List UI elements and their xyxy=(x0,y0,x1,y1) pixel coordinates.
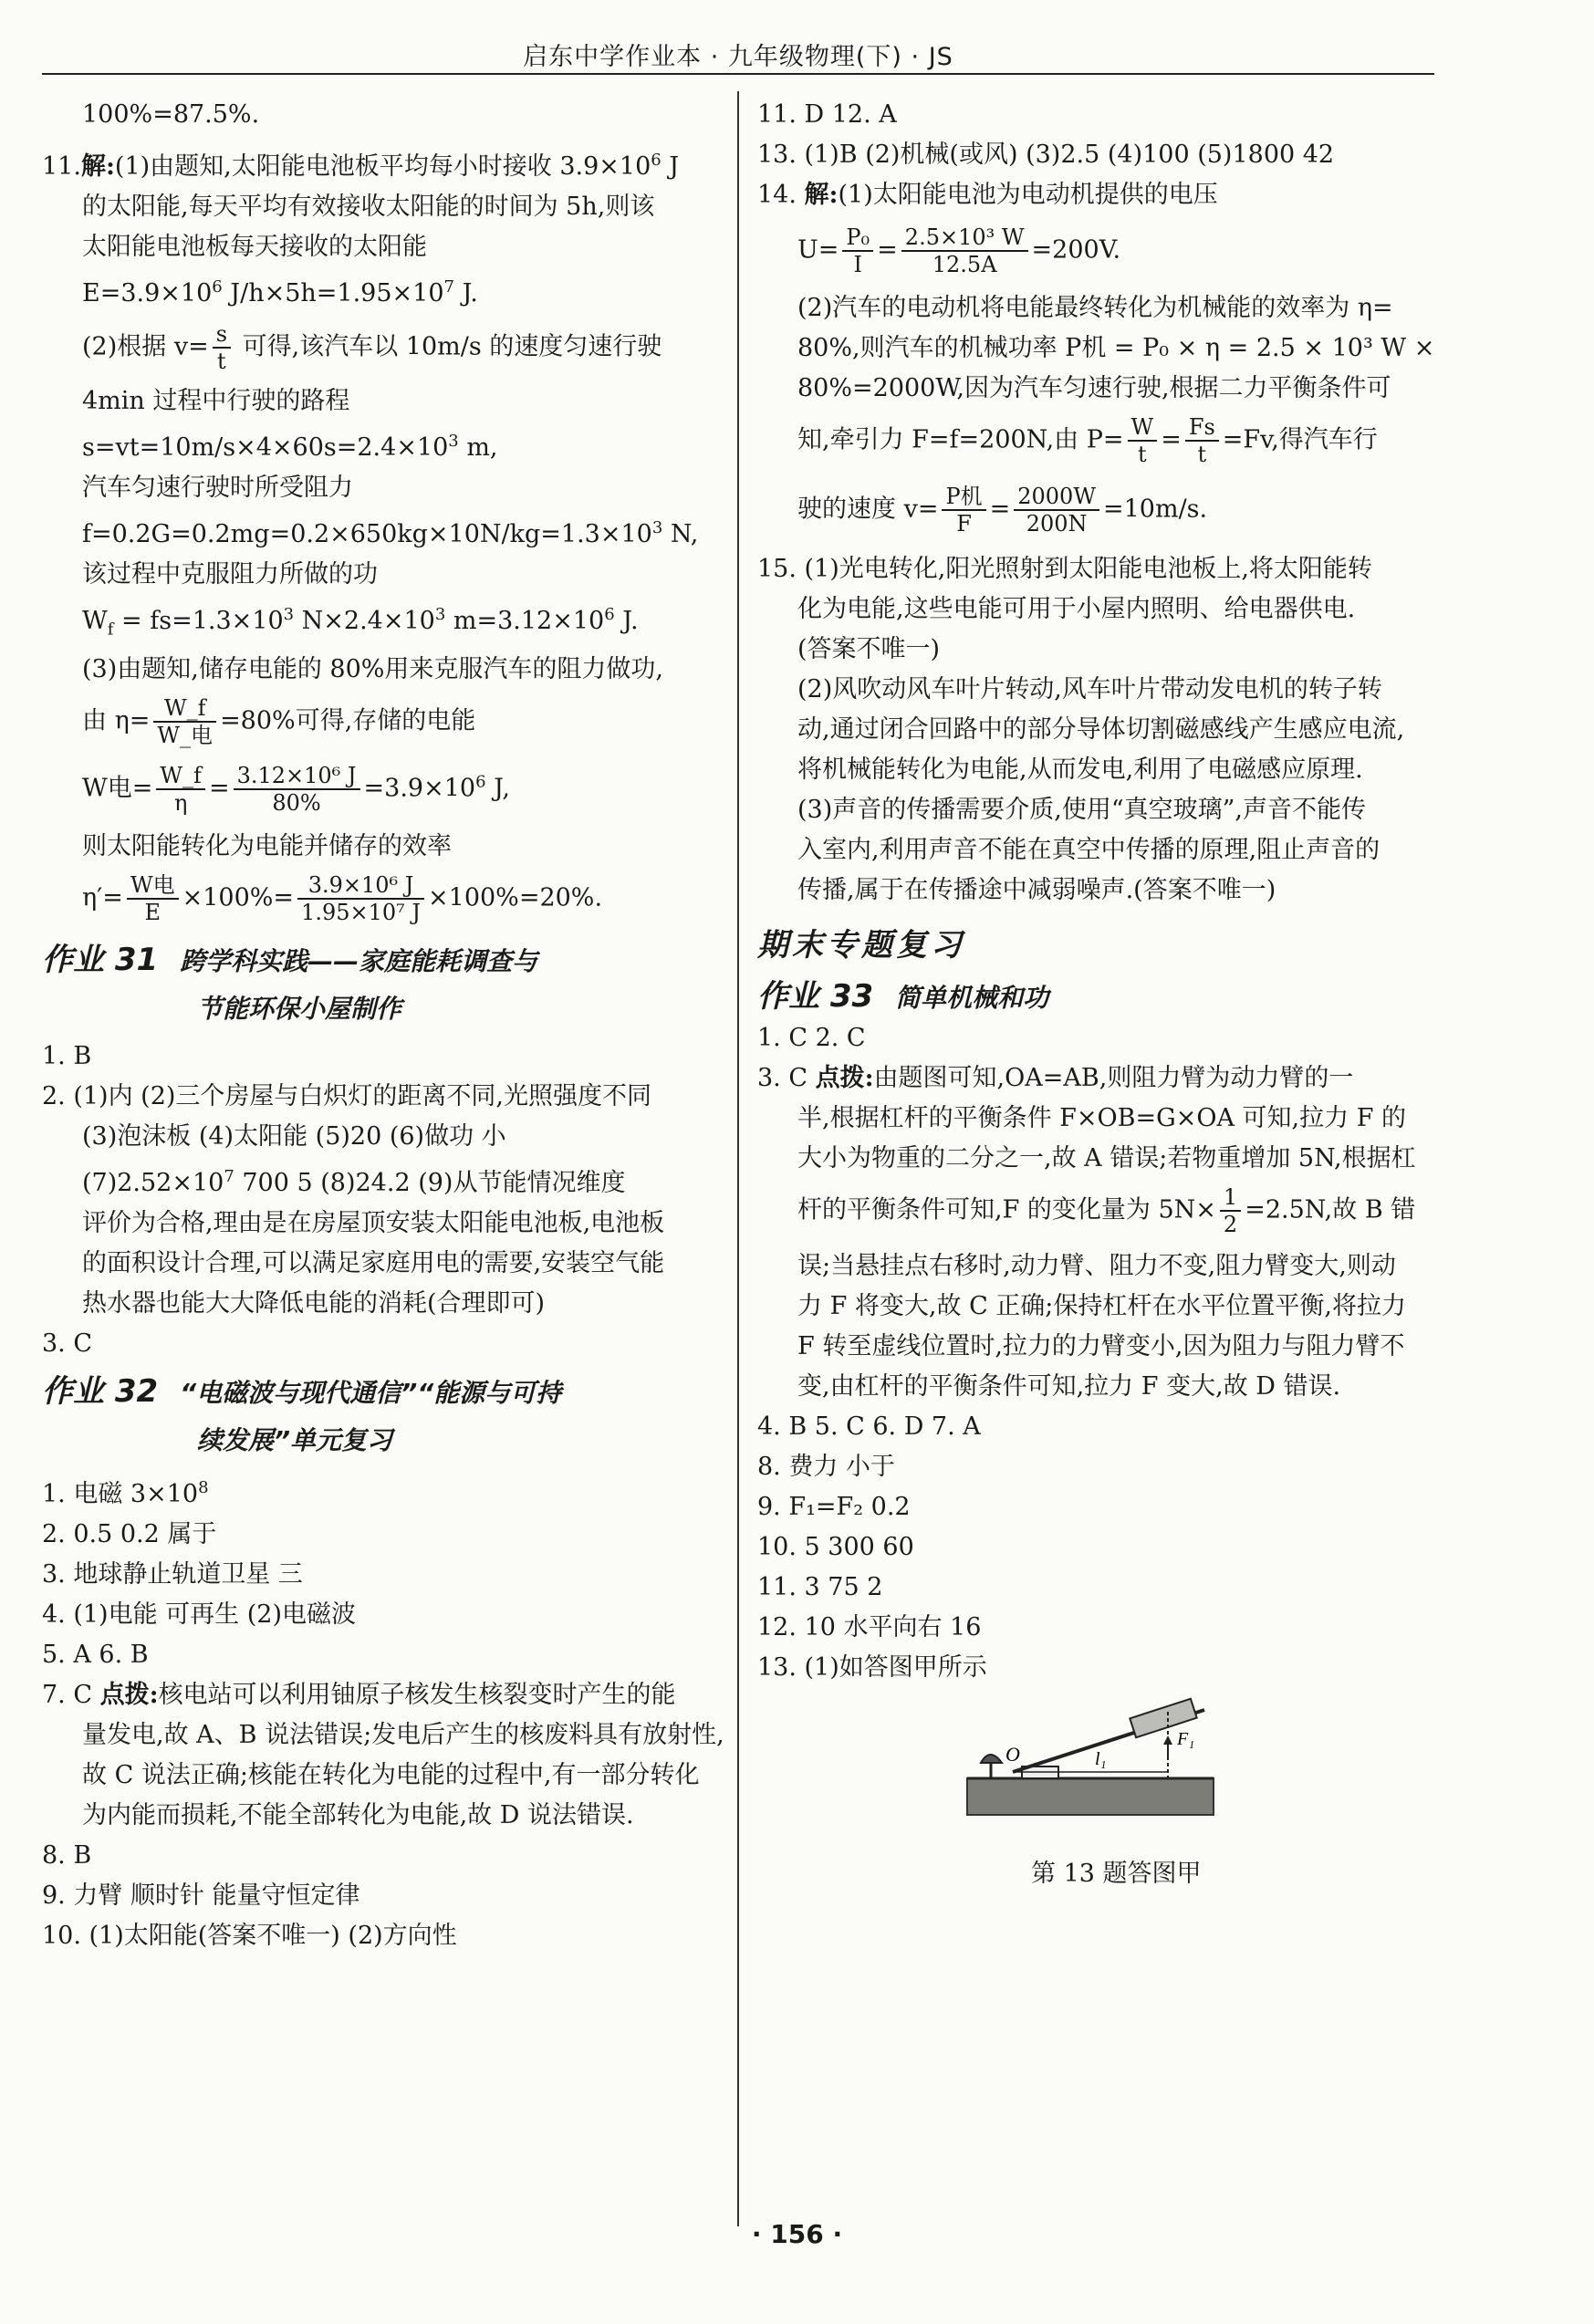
answer-line: 13. (1)B (2)机械(或风) (3)2.5 (4)100 (5)1800 42 xyxy=(757,141,1335,169)
answer-line: 变,由杠杆的平衡条件可知,拉力 F 变大,故 D 错误. xyxy=(797,1372,1341,1401)
left-column xyxy=(42,91,724,1951)
answer-line: 10. (1)太阳能(答案不唯一) (2)方向性 xyxy=(42,1922,457,1951)
column-divider xyxy=(737,91,739,2226)
page-header: 启东中学作业本 · 九年级物理(下) · JS xyxy=(523,43,953,71)
formula-line: $f=0.2G=0.2mg=0.2\times 650kg\times 10N/kg=1.3\times 10^3$ N, xyxy=(82,518,699,548)
formula-line: $W_f = fs=1.3\times 10^3$ $N\times 2.4\times 10^3$ $m=3.12\times 10^6$ J. xyxy=(82,605,639,640)
answer-line: 大小为物重的二分之一,故 A 错误;若物重增加 5N,根据杠 xyxy=(797,1144,1416,1172)
answer-line: 5. A 6. B xyxy=(42,1641,149,1670)
answer-line: 13. (1)如答图甲所示 xyxy=(757,1653,987,1682)
answer-line: 将机械能转化为电能,从而发电,利用了电磁感应原理. xyxy=(797,756,1363,784)
answer-line: 入室内,利用声音不能在真空中传播的原理,阻止声音的 xyxy=(797,836,1380,864)
answer-line: 15. (1)光电转化,阳光照射到太阳能电池板上,将太阳能转 xyxy=(757,555,1372,583)
answer-line: 4. B 5. C 6. D 7. A xyxy=(757,1412,981,1441)
formula-line: 杆的平衡条件可知,F 的变化量为 5N× $\frac{1}{2}$ =2.5N,故 B 错 xyxy=(797,1184,1416,1237)
answer-line: 2. (1)内 (2)三个房屋与白炽灯的距离不同,光照强度不同 xyxy=(42,1082,651,1111)
section-heading-33: 作业 33 简单机械和功 xyxy=(757,978,1049,1015)
fraction: $\frac{W\_f}{\eta}$ xyxy=(156,763,205,816)
formula-line: (2)根据 v= $\frac{s}{t}$ 可得,该汽车以 10m/s 的速度匀速行驶 xyxy=(82,321,662,374)
answer-line: 11. D 12. A xyxy=(757,100,897,129)
answer-line: 9. 力臂 顺时针 能量守恒定律 xyxy=(42,1881,360,1911)
text-line: 80%=2000W,因为汽车匀速行驶,根据二力平衡条件可 xyxy=(797,374,1391,402)
section-heading-31: 作业 31 跨学科实践——家庭能耗调查与 xyxy=(42,942,538,979)
answer-line: 8. B xyxy=(42,1841,92,1871)
formula-line: 驶的速度 v= $\frac{\text{P机}}{F}$ = $\frac{2000W}{200N}$ =10m/s. xyxy=(797,484,1208,537)
pivot-knob xyxy=(981,1755,1002,1763)
label-f1: F₁ xyxy=(1177,1729,1195,1749)
formula-line: U= $\frac{\text{P₀}}{I}$ = $\frac{\text{2.5×10³ W}}{12.5A}$ =200V. xyxy=(797,224,1121,277)
fraction: $\frac{\text{W电}}{E}$ xyxy=(127,872,179,925)
fraction: $\frac{2000W}{200N}$ xyxy=(1014,484,1099,537)
fraction: $\frac{Fs}{t}$ xyxy=(1185,414,1219,467)
formula-line: W电= $\frac{W\_f}{\eta}$ = $\frac{\text{3.12×10⁶ J}}{80\%}$ $=3.9\times 10^6$ J, xyxy=(82,763,510,817)
label-o: O xyxy=(1005,1743,1020,1766)
answer-line: 化为电能,这些电能可用于小屋内照明、给电器供电. xyxy=(797,595,1356,623)
lever-figure xyxy=(757,1692,1433,1856)
answer-line: 2. 0.5 0.2 属于 xyxy=(42,1520,217,1549)
section-heading-31-cont: 节能环保小屋制作 xyxy=(197,994,402,1025)
fraction: $\frac{\text{2.5×10³ W}}{12.5A}$ xyxy=(901,224,1028,277)
formula-line: 由 η= $\frac{W\_f}{\text{W\_电}}$ =80%可得,存储的电能 xyxy=(82,695,476,749)
figure-caption: 第 13 题答图甲 xyxy=(1031,1860,1202,1888)
text-line: 太阳能电池板每天接收的太阳能 xyxy=(82,233,427,261)
answer-line: 1. C 2. C xyxy=(757,1024,866,1052)
answer-line: 10. 5 300 60 xyxy=(757,1533,914,1561)
answer-line: 量发电,故 A、B 说法错误;发电后产生的核废料具有放射性, xyxy=(82,1721,724,1750)
answer-line: 热水器也能大大降低电能的消耗(合理即可) xyxy=(82,1289,546,1318)
text-line: 80%,则汽车的机械功率 P机 = P₀ × η = 2.5 × 10³ W × xyxy=(797,334,1435,362)
formula-line: η′= $\frac{\text{W电}}{E}$ ×100%= $\frac{\text{3.9×10⁶ J}}{\text{1.95×10⁷ J}}$ ×100%=20%. xyxy=(82,872,603,926)
answer-line: (3)泡沫板 (4)太阳能 (5)20 (6)做功 小 xyxy=(82,1122,506,1152)
answer-line: 3. 地球静止轨道卫星 三 xyxy=(42,1560,303,1589)
header-rule xyxy=(42,73,1434,75)
answer-line: 8. 费力 小于 xyxy=(757,1453,895,1481)
answer-line: 力 F 将变大,故 C 正确;保持杠杆在水平位置平衡,将拉力 xyxy=(797,1292,1406,1320)
answer-line: 9. F₁=F₂ 0.2 xyxy=(757,1493,911,1521)
text-line: 的太阳能,每天平均有效接收太阳能的时间为 5h,则该 xyxy=(82,193,655,221)
chapter-title: 期末专题复习 xyxy=(757,927,965,964)
answer-line: F 转至虚线位置时,拉力的力臂变小,因为阻力与阻力臂不 xyxy=(797,1332,1405,1360)
fraction: $\frac{s}{t}$ xyxy=(213,321,231,374)
fraction: $\frac{\text{3.12×10⁶ J}}{80\%}$ xyxy=(234,763,360,816)
answer-line: 12. 10 水平向右 16 xyxy=(757,1613,982,1641)
arrow-head-icon xyxy=(1163,1735,1172,1745)
text-line: (3)由题知,储存电能的 80%用来克服汽车的阻力做功, xyxy=(82,655,664,684)
fraction: $\frac{W\_f}{\text{W\_电}}$ xyxy=(153,695,216,748)
fraction: $\frac{\text{P₀}}{I}$ xyxy=(842,224,873,277)
formula-line: 知,牵引力 F=f=200N,由 P= $\frac{W}{t}$ = $\frac{Fs}{t}$ =Fv,得汽车行 xyxy=(797,414,1378,467)
text-line: (2)汽车的电动机将电能最终转化为机械能的效率为 η= xyxy=(797,294,1393,322)
question-11: 11.解:(1)由题知,太阳能电池板平均每小时接收 $3.9\times 10^6$ J xyxy=(42,151,680,181)
formula-line: $s=vt=10m/s\times 4\times 60s=2.4\times 10^3$ m, xyxy=(82,432,498,462)
answer-line: 传播,属于在传播途中减弱噪声.(答案不唯一) xyxy=(797,876,1276,904)
lever-diagram xyxy=(958,1692,1232,1829)
base-block xyxy=(967,1778,1214,1815)
answer-line: 故 C 说法正确;核能在转化为电能的过程中,有一部分转化 xyxy=(82,1761,700,1790)
section-heading-32: 作业 32 “电磁波与现代通信”“能源与可持 xyxy=(42,1373,562,1411)
answer-line: 1. 电磁 $3\times 10^8$ xyxy=(42,1478,209,1509)
answer-line: (2)风吹动风车叶片转动,风车叶片带动发电机的转子转 xyxy=(797,675,1382,703)
fraction: $\frac{\text{P机}}{F}$ xyxy=(942,484,985,537)
answer-line: 动,通过闭合回路中的部分导体切割磁感线产生感应电流, xyxy=(797,715,1405,744)
answer-line: 评价为合格,理由是在房屋顶安装太阳能电池板,电池板 xyxy=(82,1209,665,1238)
text-line: 100%=87.5%. xyxy=(82,100,260,129)
label-l1: l₁ xyxy=(1095,1749,1107,1769)
answer-line: (答案不唯一) xyxy=(797,635,941,663)
fraction: $\frac{1}{2}$ xyxy=(1220,1184,1241,1237)
text-line: 汽车匀速行驶时所受阻力 xyxy=(82,474,353,502)
formula-line: $E=3.9\times 10^6$ $J/h\times 5h=1.95\times 10^7$ J. xyxy=(82,277,478,307)
answer-line: 7. C 点拨:核电站可以利用铀原子核发生核裂变时产生的能 xyxy=(42,1681,676,1710)
answer-line: (3)声音的传播需要介质,使用“真空玻璃”,声音不能传 xyxy=(797,796,1367,824)
question-14: 14. 解:(1)太阳能电池为电动机提供的电压 xyxy=(757,181,1218,209)
answer-line: 的面积设计合理,可以满足家庭用电的需要,安装空气能 xyxy=(82,1249,665,1278)
answer-line: 半,根据杠杆的平衡条件 F×OB=G×OA 可知,拉力 F 的 xyxy=(797,1104,1407,1132)
text-line: 则太阳能转化为电能并储存的效率 xyxy=(82,832,452,861)
fraction: $\frac{W}{t}$ xyxy=(1128,414,1158,467)
answer-line: 4. (1)电能 可再生 (2)电磁波 xyxy=(42,1600,356,1630)
answer-line: 3. C 点拨:由题图可知,OA=AB,则阻力臂为动力臂的一 xyxy=(757,1064,1354,1092)
answer-line: 1. B xyxy=(42,1042,92,1071)
page-number: · 156 · xyxy=(751,2219,843,2249)
section-heading-32-cont: 续发展”单元复习 xyxy=(197,1425,393,1456)
answer-line: 3. C xyxy=(42,1329,93,1359)
answer-line: 误;当悬挂点右移时,动力臂、阻力不变,阻力臂变大,则动 xyxy=(797,1252,1396,1280)
fraction: $\frac{\text{3.9×10⁶ J}}{\text{1.95×10⁷ J}}$ xyxy=(297,872,424,925)
answer-line: $(7)2.52\times 10^7$ 700 5 (8)24.2 (9)从节能情况维度 xyxy=(82,1167,626,1198)
answer-line: 11. 3 75 2 xyxy=(757,1573,883,1601)
right-column xyxy=(757,91,1435,1888)
text-line: 4min 过程中行驶的路程 xyxy=(82,387,350,415)
text-line: 该过程中克服阻力所做的功 xyxy=(82,560,378,589)
answer-line: 为内能而损耗,不能全部转化为电能,故 D 说法错误. xyxy=(82,1801,634,1830)
